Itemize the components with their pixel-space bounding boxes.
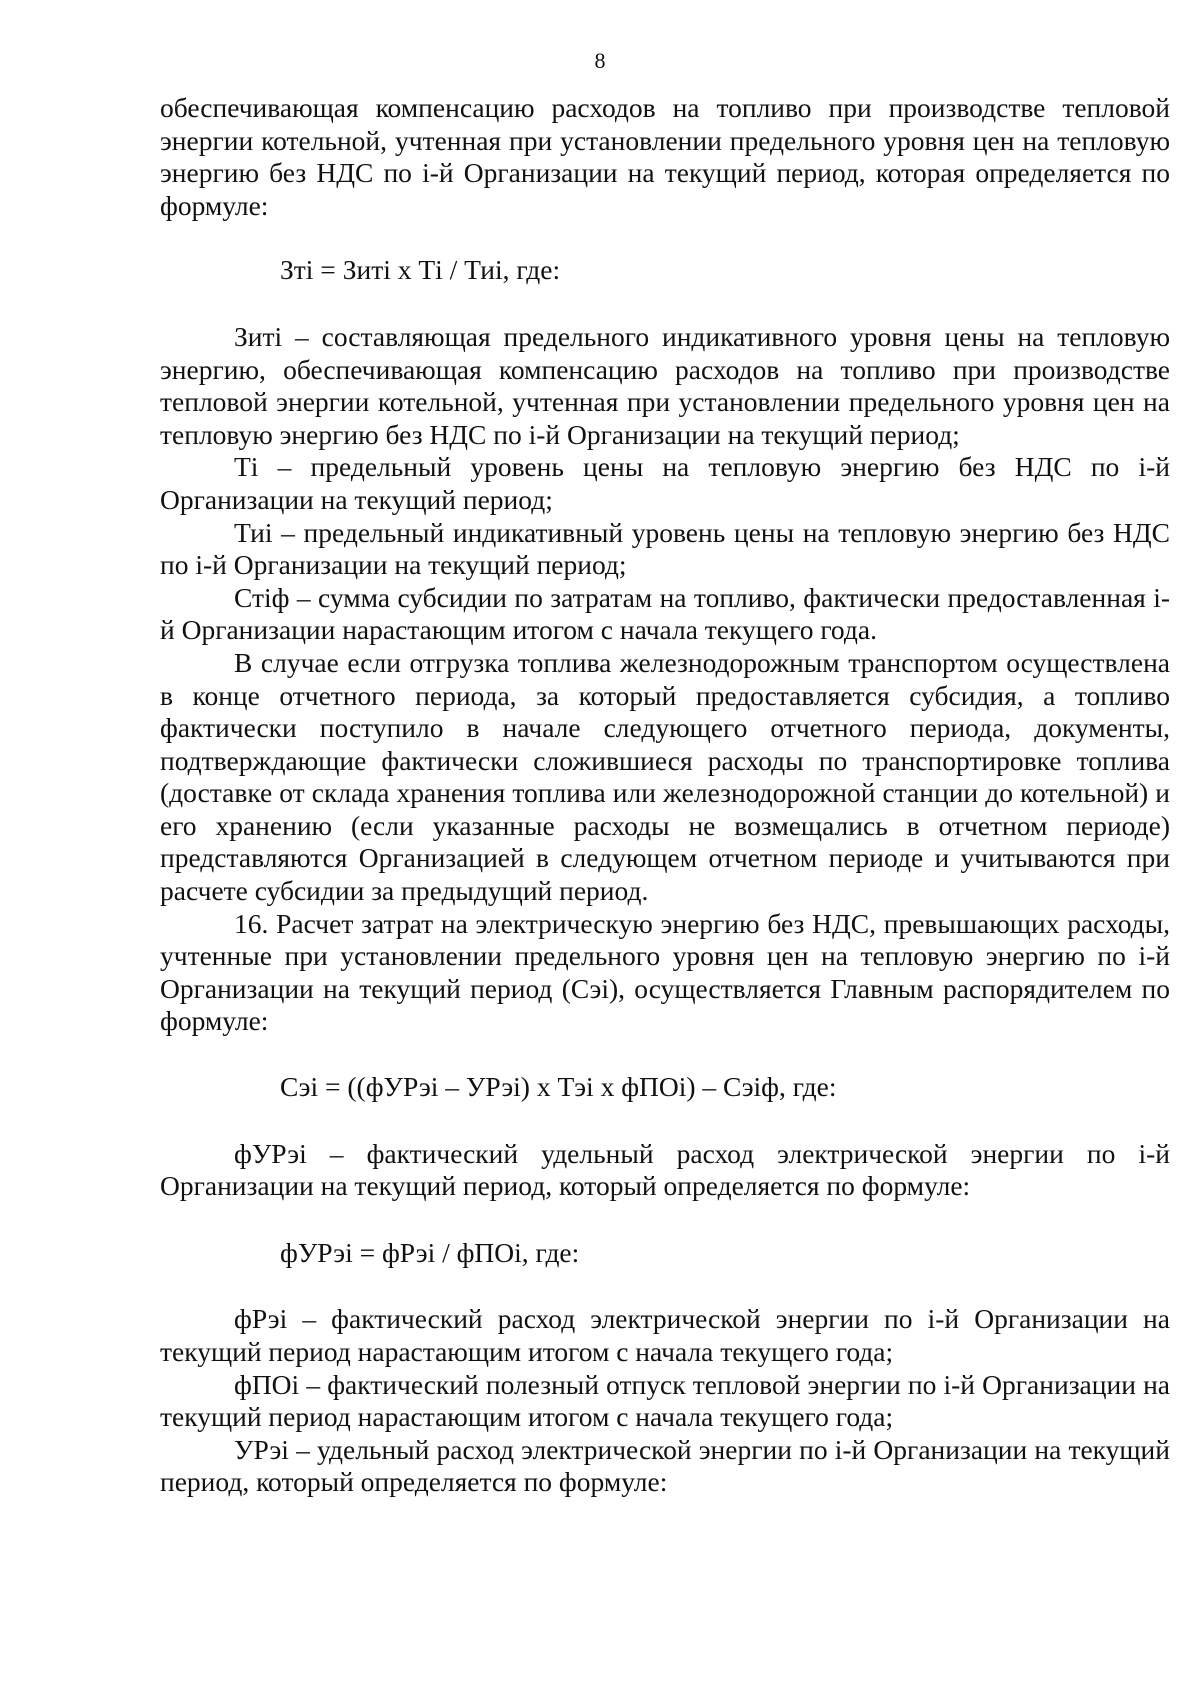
definition-fure: фУРэi – фактический удельный расход электрической энергии по i-й Организации на текущий период, который определяется по формуле: xyxy=(160,1137,1170,1202)
formula-zti: Зтi = Зитi х Тi / Тиi, где: xyxy=(280,254,561,286)
paragraph-16-electricity: 16. Расчет затрат на электрическую энергию без НДС, превышающих расходы, учтенные при установлении предельного уровня цен на тепловую энергию по i-й Организации на текущий период (Сэi), осуществляется Главным распорядителем по формуле: xyxy=(160,907,1170,1037)
formula-sei: Сэi = ((фУРэi – УРэi) х Тэi х фПОi) – Сэiф, где: xyxy=(280,1071,837,1103)
paragraph-railway-shipment: В случае если отгрузка топлива железнодорожным транспортом осуществлена в конце отчетного периода, за который предоставляется субсидия, а топливо фактически поступило в начале следующего отчетного периода, документы, подтверждающие фактически сложившиеся расходы по транспортировке топлива (доставке от склада хранения топлива или железнодорожной станции до котельной) и его хранению (если указанные расходы не возмещались в отчетном периоде) представляются Организацией в следующем отчетном периоде и учитываются при расчете субсидии за предыдущий период. xyxy=(160,646,1170,907)
page-number: 8 xyxy=(594,48,606,73)
definition-ure: УРэi – удельный расход электрической энергии по i-й Организации на текущий период, который определяется по формуле: xyxy=(160,1433,1170,1498)
definition-ti: Тi – предельный уровень цены на тепловую энергию без НДС по i-й Организации на текущий период; xyxy=(160,451,1170,515)
document-body xyxy=(160,92,1170,1499)
definition-tii: Тиi – предельный индикативный уровень цены на тепловую энергию без НДС по i-й Организации на текущий период; xyxy=(160,516,1170,581)
paragraph-continuation: обеспечивающая компенсацию расходов на топливо при производстве тепловой энергии котельной, учтенная при установлении предельного уровня цен на тепловую энергию без НДС по i-й Организации на текущий период, которая определяется по формуле: xyxy=(160,92,1170,221)
definition-zit: Зитi – составляющая предельного индикативного уровня цены на тепловую энергию, обеспечивающая компенсацию расходов на топливо при производстве тепловой энергии котельной, учтенная при установлении предельного уровня цен на тепловую энергию без НДС по i-й Организации на текущий период; xyxy=(160,320,1170,450)
definition-fre: фРэi – фактический расход электрической энергии по i-й Организации на текущий период нарастающим итогом с начала текущего года; xyxy=(160,1303,1170,1367)
definition-fpo: фПОi – фактический полезный отпуск тепловой энергии по i-й Организации на текущий период нарастающим итогом с начала текущего года; xyxy=(160,1368,1170,1433)
definition-stif: Стiф – сумма субсидии по затратам на топливо, фактически предоставленная i-й Организации нарастающим итогом с начала текущего года. xyxy=(160,581,1170,646)
formula-fure: фУРэi = фРэi / фПОi, где: xyxy=(280,1236,580,1268)
